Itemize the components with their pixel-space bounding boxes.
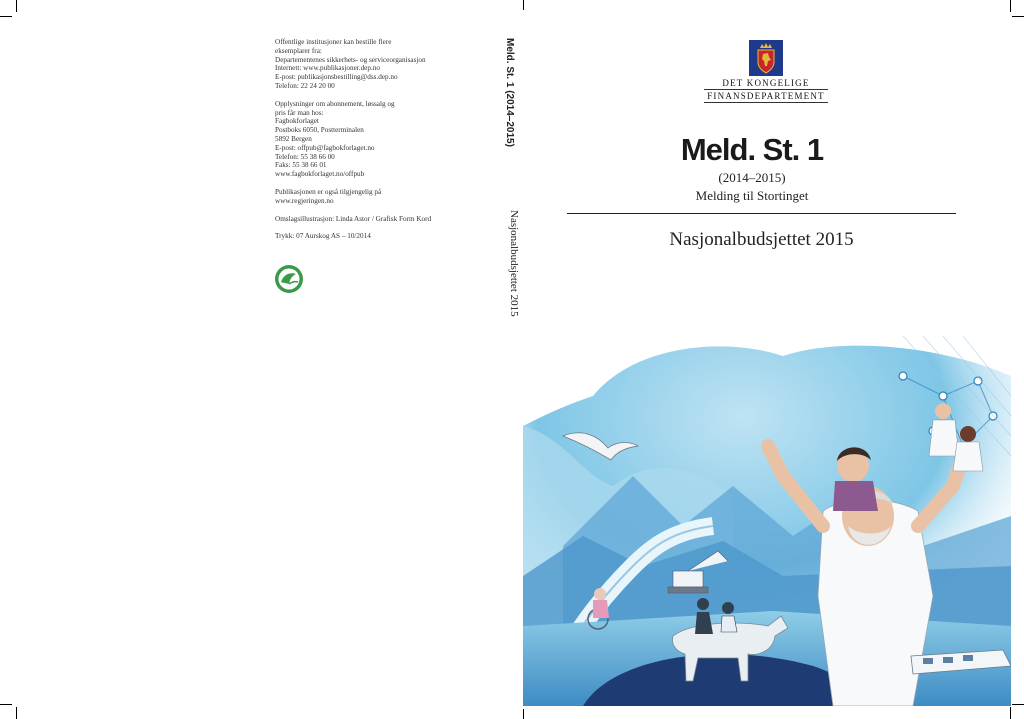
spine-code: Meld. St. 1 (2014–2015) [504, 38, 515, 147]
crop-mark [1010, 707, 1011, 719]
norwegian-coat-of-arms-icon [749, 40, 783, 76]
info-line: www.fagbokforlaget.no/offpub [275, 170, 365, 179]
cover-illustration [523, 336, 1011, 706]
info-line: E-post: offpub@fagbokforlaget.no [275, 143, 375, 152]
spine [502, 38, 524, 338]
info-line: Telefon: 22 24 20 00 [275, 81, 335, 90]
crop-mark [1012, 704, 1024, 705]
info-line: eksemplarer fra: [275, 46, 322, 55]
info-line: www.regjeringen.no [275, 196, 334, 205]
report-subtitle: Melding til Stortinget [695, 188, 809, 203]
crop-mark [523, 0, 524, 10]
ministry-name [690, 78, 842, 104]
document-title: Nasjonalbudsjettet 2015 [669, 229, 854, 250]
crop-mark [16, 0, 17, 12]
info-line: Fagbokforlaget [275, 117, 319, 126]
info-line: Publikasjonen er også tilgjengelig på [275, 187, 382, 196]
illustration-credit: Omslagsillustrasjon: Linda Astor / Grafisk Form Kord [275, 214, 432, 223]
info-line: Offentlige institusjoner kan bestille flere [275, 38, 392, 46]
report-number: Meld. St. 1 [680, 132, 824, 167]
nordic-swan-ecolabel-icon [274, 262, 304, 296]
info-line: Telefon: 55 38 66 00 [275, 152, 335, 161]
info-line: 5892 Bergen [275, 134, 312, 143]
report-years: (2014–2015) [718, 170, 786, 185]
crop-mark [1010, 0, 1011, 12]
back-cover-info [275, 38, 475, 241]
ministry-line1: DET KONGELIGE [722, 78, 810, 88]
crop-mark [523, 709, 524, 719]
info-line: Departementenes sikkerhets- og serviceorganisasjon [275, 55, 426, 64]
ministry-line2: FINANSDEPARTEMENT [707, 91, 825, 101]
info-line: E-post: publikasjonsbestilling@dss.dep.no [275, 73, 398, 82]
crop-mark [1012, 16, 1024, 17]
spine-title: Nasjonalbudsjettet 2015 [508, 210, 520, 317]
info-line: Internett: www.publikasjoner.dep.no [275, 64, 380, 73]
info-line: pris får man hos: [275, 108, 324, 117]
title-divider [567, 213, 956, 214]
info-line: Opplysninger om abonnement, løssalg og [275, 99, 395, 108]
crop-mark [0, 704, 12, 705]
info-line: Faks: 55 38 66 01 [275, 161, 327, 170]
print-info: Trykk: 07 Aurskog AS – 10/2014 [275, 232, 371, 241]
crop-mark [16, 707, 17, 719]
crop-mark [0, 16, 12, 17]
spine-text [502, 38, 520, 317]
info-line: Postboks 6050, Postterminalen [275, 126, 364, 135]
